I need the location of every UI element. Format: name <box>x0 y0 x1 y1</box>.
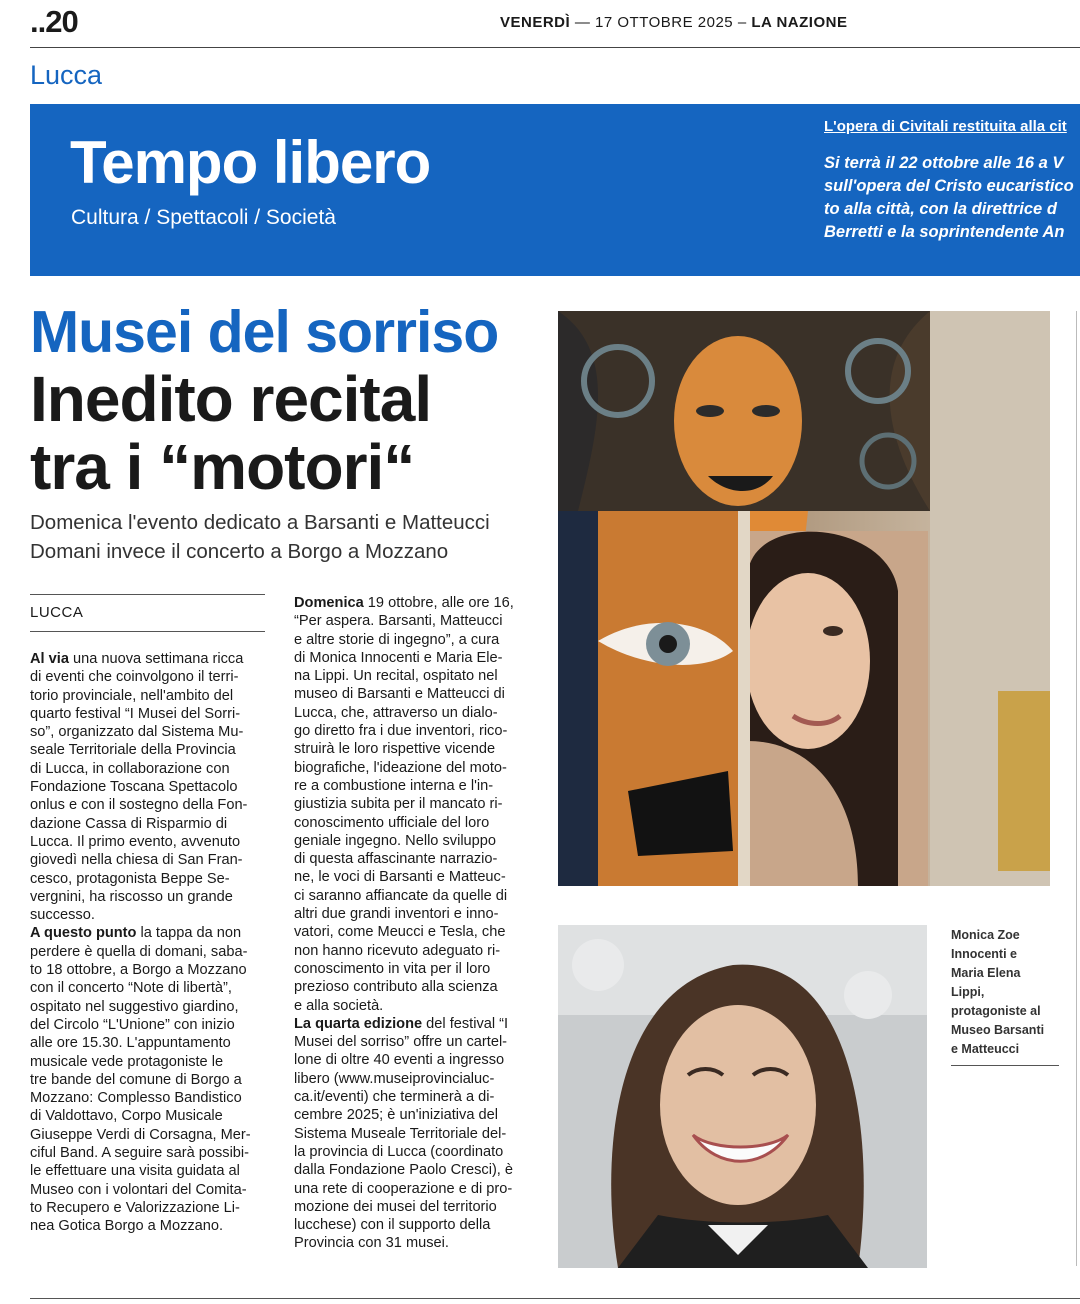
caption-rule <box>951 1065 1059 1066</box>
weekday: VENERDÌ <box>500 14 571 31</box>
location-rule-top <box>30 594 265 595</box>
section-title: Tempo libero <box>70 129 431 196</box>
photo-portrait-image <box>558 925 927 1268</box>
dateline <box>500 14 847 31</box>
article-headline: Inedito recital tra i “motori“ <box>30 363 432 503</box>
side-story-title: L'opera di Civitali restituita alla cit <box>824 118 1067 135</box>
bottom-rule <box>30 1298 1080 1299</box>
paragraph-text: la tappa da non perdere è quella di domani, saba- to 18 ottobre, a Borgo a Mozzano con il concerto “Note di libertà”, ospitato nel suggestivo giardino, del Circolo “L'Unione” con inizio alle ore 15.30. L'appuntamento musicale vede protagoniste le tre bande del comune di Borgo a Mozzano: Complesso Bandistico di Valdottavo, Corpo Musicale Giuseppe Verdi di Corsagna, Mer- ciful Band. A seguire sarà possibi- le effettuare una visita guidata al Museo con i volontari del Comita- to Recupero e Valorizzazione Li- nea Gotica Borgo a Mozzano. <box>30 925 251 1235</box>
paragraph-lead: La quarta edizione <box>294 1015 423 1032</box>
article-subhead: Domenica l'evento dedicato a Barsanti e Matteucci Domani invece il concerto a Borgo a Mozzano <box>30 511 490 563</box>
photo-painting-portrait <box>558 311 1050 886</box>
photo-caption: Monica Zoe Innocenti e Maria Elena Lippi, protagoniste al Museo Barsanti e Matteucci <box>951 928 1045 1056</box>
article-column-2 <box>294 594 514 1253</box>
photo-painting-portrait-image <box>558 311 1050 886</box>
section-band <box>30 104 1080 276</box>
article-kicker: Musei del sorriso <box>30 299 499 365</box>
paragraph-text: una nuova settimana ricca di eventi che coinvolgono il terri- torio provinciale, nell'ambito del quarto festival “I Musei del Sorri- so”, organizzato dal Sistema Mu- seale Territoriale della Provincia di Lucca, in collaborazione con Fondazione Toscana Spettacolo onlus e con il sostegno della Fon- dazione Cassa di Risparmio di Lucca. Il primo evento, avvenuto giovedì nella chiesa di San Fran- cesco, protagonista Beppe Se- vergnini, ha riscosso un grande successo. <box>30 651 248 924</box>
page-number: ..20 <box>30 4 78 39</box>
photo-portrait <box>558 925 927 1268</box>
section-subtitle: Cultura / Spettacoli / Società <box>71 206 336 229</box>
city-label: Lucca <box>30 60 103 90</box>
paragraph-lead: Al via <box>30 651 69 667</box>
column-separator <box>1076 311 1077 1266</box>
article-location: LUCCA <box>30 604 84 621</box>
date: — 17 OTTOBRE 2025 – <box>574 14 747 31</box>
paragraph-text: del festival “I Musei del sorriso” offre un cartel- lone di oltre 40 eventi a ingresso libero (www.museiprovincialuc- ca.it/eventi) che terminerà a di- cembre 2025; è un'iniziativa del Sistema Museale Territoriale del- la provincia di Lucca (coordinato dalla Fondazione Paolo Cresci), è una rete di cooperazione e di pro- mozione dei musei del territorio lucchese) con il supporto della Provincia con 31 musei. <box>294 1015 514 1252</box>
paragraph-text: 19 ottobre, alle ore 16, “Per aspera. Barsanti, Matteucci e altre storie di ingegno”, a cura di Monica Innocenti e Maria Ele- na Lippi. Un recital, ospitato nel museo di Barsanti e Matteucci di Lucca, che, attraverso un dialo- go diretto fra i due inventori, rico- struirà le loro rispettive vicende biografiche, l'ideazione del moto- re a combustione interna e l'in- giustizia subita per il mancato ri- conoscimento ufficiale del loro geniale ingegno. Nello sviluppo di questa affascinante narrazio- ne, le voci di Barsanti e Matteuc- ci saranno affiancate da quelle di altri due grandi inventori e inno- vatori, come Meucci e Tesla, che non hanno ricevuto adeguato ri- conoscimento in vita per il loro prezioso contributo alla scienza e alla società. <box>294 595 514 1014</box>
location-rule-bottom <box>30 631 265 632</box>
side-story-text: Si terrà il 22 ottobre alle 16 a V sull'opera del Cristo eucaristico to alla città, con la direttrice d Berretti e la soprintendente An <box>824 154 1074 241</box>
article-column-1 <box>30 650 251 1236</box>
top-rule <box>30 47 1080 48</box>
paragraph-lead: A questo punto <box>30 925 137 942</box>
paragraph-lead: Domenica <box>294 595 364 611</box>
newspaper-name: LA NAZIONE <box>751 14 848 31</box>
